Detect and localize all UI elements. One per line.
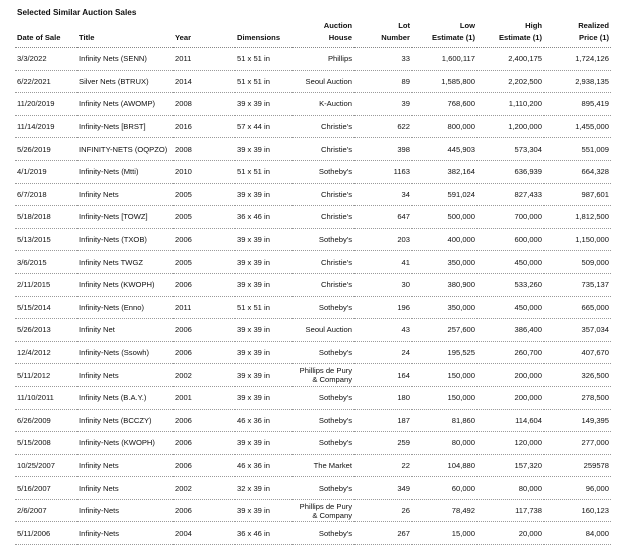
cell-realized-price: 326,500 xyxy=(544,364,611,387)
cell-lot-number: 196 xyxy=(354,296,412,319)
cell-date: 5/15/2014 xyxy=(15,296,77,319)
cell-title: Infinity Nets xyxy=(77,183,173,206)
cell-lot-number: 43 xyxy=(354,319,412,342)
cell-auction-house: Seoul Auction xyxy=(292,319,354,342)
cell-high-estimate: 120,000 xyxy=(477,432,544,455)
table-row xyxy=(15,115,611,138)
cell-auction-house: Phillips de Pury & Company xyxy=(292,364,354,387)
cell-dimensions: 39 x 39 in xyxy=(235,93,292,116)
cell-date: 5/11/2006 xyxy=(15,522,77,545)
cell-dimensions: 39 x 39 in xyxy=(235,432,292,455)
cell-high-estimate: 80,000 xyxy=(477,477,544,500)
cell-dimensions: 51 x 51 in xyxy=(235,160,292,183)
cell-year: 2010 xyxy=(173,160,235,183)
cell-dimensions: 39 x 39 in xyxy=(235,341,292,364)
cell-low-estimate: 800,000 xyxy=(412,115,477,138)
cell-title: Infinity-Nets [BRST] xyxy=(77,115,173,138)
page-title: Selected Similar Auction Sales xyxy=(17,8,137,17)
cell-high-estimate: 700,000 xyxy=(477,206,544,229)
cell-date: 11/20/2019 xyxy=(15,93,77,116)
cell-dimensions: 39 x 39 in xyxy=(235,386,292,409)
cell-dimensions: 46 x 36 in xyxy=(235,409,292,432)
cell-year: 2011 xyxy=(173,296,235,319)
cell-dimensions: 39 x 39 in xyxy=(235,228,292,251)
cell-year: 2008 xyxy=(173,138,235,161)
cell-auction-house: Christie's xyxy=(292,206,354,229)
cell-year: 2006 xyxy=(173,409,235,432)
cell-auction-house: Sotheby's xyxy=(292,432,354,455)
cell-lot-number: 259 xyxy=(354,432,412,455)
cell-date: 3/3/2022 xyxy=(15,48,77,71)
cell-low-estimate: 80,000 xyxy=(412,432,477,455)
cell-year: 2006 xyxy=(173,228,235,251)
column-header-dimensions: Dimensions xyxy=(235,18,292,48)
cell-lot-number: 24 xyxy=(354,341,412,364)
cell-low-estimate: 400,000 xyxy=(412,228,477,251)
cell-high-estimate: 200,000 xyxy=(477,364,544,387)
cell-high-estimate: 114,604 xyxy=(477,409,544,432)
cell-low-estimate: 1,600,117 xyxy=(412,48,477,71)
table-row xyxy=(15,273,611,296)
cell-lot-number: 349 xyxy=(354,477,412,500)
cell-year: 2002 xyxy=(173,364,235,387)
cell-high-estimate: 827,433 xyxy=(477,183,544,206)
column-header-auction-house: Auction House xyxy=(292,18,354,48)
cell-dimensions: 39 x 39 in xyxy=(235,183,292,206)
cell-lot-number: 1163 xyxy=(354,160,412,183)
table-row xyxy=(15,70,611,93)
cell-auction-house: Sotheby's xyxy=(292,296,354,319)
cell-year: 2006 xyxy=(173,499,235,522)
cell-date: 5/26/2019 xyxy=(15,138,77,161)
cell-title: Infinity-Nets (Mtti) xyxy=(77,160,173,183)
cell-title: Infinity-Nets xyxy=(77,499,173,522)
cell-high-estimate: 600,000 xyxy=(477,228,544,251)
cell-date: 6/26/2009 xyxy=(15,409,77,432)
cell-realized-price: 1,455,000 xyxy=(544,115,611,138)
cell-realized-price: 160,123 xyxy=(544,499,611,522)
table-row xyxy=(15,228,611,251)
cell-date: 5/11/2012 xyxy=(15,364,77,387)
table-row xyxy=(15,386,611,409)
cell-realized-price: 259578 xyxy=(544,454,611,477)
cell-title: Infinity-Nets (KWOPH) xyxy=(77,432,173,455)
cell-realized-price: 357,034 xyxy=(544,319,611,342)
cell-lot-number: 34 xyxy=(354,183,412,206)
cell-high-estimate: 117,738 xyxy=(477,499,544,522)
cell-year: 2004 xyxy=(173,522,235,545)
table-row xyxy=(15,319,611,342)
table-row xyxy=(15,522,611,545)
cell-realized-price: 551,009 xyxy=(544,138,611,161)
cell-high-estimate: 533,260 xyxy=(477,273,544,296)
cell-high-estimate: 450,000 xyxy=(477,296,544,319)
table-row xyxy=(15,364,611,387)
cell-date: 6/22/2021 xyxy=(15,70,77,93)
table-row xyxy=(15,454,611,477)
cell-realized-price: 665,000 xyxy=(544,296,611,319)
cell-low-estimate: 15,000 xyxy=(412,522,477,545)
cell-title: Infinity-Nets (Enno) xyxy=(77,296,173,319)
cell-title: Infinity Nets (BCCZY) xyxy=(77,409,173,432)
cell-date: 6/7/2018 xyxy=(15,183,77,206)
cell-low-estimate: 195,525 xyxy=(412,341,477,364)
cell-year: 2005 xyxy=(173,251,235,274)
table-row xyxy=(15,477,611,500)
cell-low-estimate: 78,492 xyxy=(412,499,477,522)
cell-year: 2011 xyxy=(173,48,235,71)
cell-title: Infinity Net xyxy=(77,319,173,342)
cell-lot-number: 26 xyxy=(354,499,412,522)
cell-high-estimate: 450,000 xyxy=(477,251,544,274)
cell-year: 2006 xyxy=(173,432,235,455)
cell-auction-house: Sotheby's xyxy=(292,341,354,364)
cell-realized-price: 84,000 xyxy=(544,522,611,545)
cell-date: 10/25/2007 xyxy=(15,454,77,477)
column-header-date: Date of Sale xyxy=(15,18,77,48)
cell-lot-number: 22 xyxy=(354,454,412,477)
table-row xyxy=(15,138,611,161)
cell-year: 2006 xyxy=(173,319,235,342)
table-row xyxy=(15,409,611,432)
cell-date: 2/11/2015 xyxy=(15,273,77,296)
cell-lot-number: 33 xyxy=(354,48,412,71)
cell-date: 3/6/2015 xyxy=(15,251,77,274)
cell-title: Infinity Nets xyxy=(77,454,173,477)
cell-dimensions: 39 x 39 in xyxy=(235,319,292,342)
table-row xyxy=(15,206,611,229)
cell-year: 2014 xyxy=(173,70,235,93)
cell-high-estimate: 573,304 xyxy=(477,138,544,161)
cell-low-estimate: 257,600 xyxy=(412,319,477,342)
cell-year: 2006 xyxy=(173,454,235,477)
cell-lot-number: 203 xyxy=(354,228,412,251)
cell-high-estimate: 200,000 xyxy=(477,386,544,409)
cell-auction-house: Sotheby's xyxy=(292,160,354,183)
cell-lot-number: 187 xyxy=(354,409,412,432)
cell-realized-price: 2,938,135 xyxy=(544,70,611,93)
cell-lot-number: 41 xyxy=(354,251,412,274)
table-row xyxy=(15,251,611,274)
cell-lot-number: 30 xyxy=(354,273,412,296)
cell-year: 2002 xyxy=(173,477,235,500)
cell-high-estimate: 20,000 xyxy=(477,522,544,545)
cell-auction-house: Sotheby's xyxy=(292,522,354,545)
cell-realized-price: 1,812,500 xyxy=(544,206,611,229)
cell-high-estimate: 260,700 xyxy=(477,341,544,364)
cell-year: 2008 xyxy=(173,93,235,116)
cell-low-estimate: 350,000 xyxy=(412,296,477,319)
cell-auction-house: Christie's xyxy=(292,273,354,296)
cell-date: 11/14/2019 xyxy=(15,115,77,138)
cell-title: Silver Nets (BTRUX) xyxy=(77,70,173,93)
cell-auction-house: Christie's xyxy=(292,138,354,161)
cell-high-estimate: 2,202,500 xyxy=(477,70,544,93)
cell-dimensions: 51 x 51 in xyxy=(235,48,292,71)
cell-dimensions: 39 x 39 in xyxy=(235,251,292,274)
cell-title: Infinity Nets (B.A.Y.) xyxy=(77,386,173,409)
cell-lot-number: 267 xyxy=(354,522,412,545)
cell-low-estimate: 591,024 xyxy=(412,183,477,206)
cell-year: 2001 xyxy=(173,386,235,409)
cell-year: 2006 xyxy=(173,273,235,296)
cell-low-estimate: 150,000 xyxy=(412,386,477,409)
cell-title: Infinity-Nets [TOWZ] xyxy=(77,206,173,229)
cell-title: Infinity-Nets (Ssowh) xyxy=(77,341,173,364)
cell-low-estimate: 500,000 xyxy=(412,206,477,229)
cell-realized-price: 895,419 xyxy=(544,93,611,116)
cell-title: Infinity Nets (KWOPH) xyxy=(77,273,173,296)
table-row xyxy=(15,160,611,183)
cell-date: 5/13/2015 xyxy=(15,228,77,251)
cell-title: Infinity Nets xyxy=(77,364,173,387)
cell-dimensions: 39 x 39 in xyxy=(235,499,292,522)
cell-title: Infinity Nets (AWOMP) xyxy=(77,93,173,116)
cell-date: 5/15/2008 xyxy=(15,432,77,455)
column-header-year: Year xyxy=(173,18,235,48)
cell-auction-house: Christie's xyxy=(292,115,354,138)
cell-high-estimate: 636,939 xyxy=(477,160,544,183)
cell-low-estimate: 60,000 xyxy=(412,477,477,500)
cell-dimensions: 36 x 46 in xyxy=(235,206,292,229)
cell-high-estimate: 386,400 xyxy=(477,319,544,342)
column-header-lot-number: Lot Number xyxy=(354,18,412,48)
cell-auction-house: K-Auction xyxy=(292,93,354,116)
cell-low-estimate: 768,600 xyxy=(412,93,477,116)
cell-realized-price: 96,000 xyxy=(544,477,611,500)
cell-low-estimate: 350,000 xyxy=(412,251,477,274)
cell-auction-house: Seoul Auction xyxy=(292,70,354,93)
cell-realized-price: 664,328 xyxy=(544,160,611,183)
cell-date: 5/26/2013 xyxy=(15,319,77,342)
table-row xyxy=(15,93,611,116)
cell-date: 5/16/2007 xyxy=(15,477,77,500)
cell-lot-number: 89 xyxy=(354,70,412,93)
cell-lot-number: 647 xyxy=(354,206,412,229)
table-header-row xyxy=(15,18,611,48)
cell-low-estimate: 380,900 xyxy=(412,273,477,296)
column-header-low-estimate: Low Estimate (1) xyxy=(412,18,477,48)
cell-high-estimate: 157,320 xyxy=(477,454,544,477)
cell-auction-house: Sotheby's xyxy=(292,477,354,500)
cell-auction-house: Sotheby's xyxy=(292,409,354,432)
cell-dimensions: 39 x 39 in xyxy=(235,364,292,387)
cell-dimensions: 51 x 51 in xyxy=(235,70,292,93)
cell-high-estimate: 2,400,175 xyxy=(477,48,544,71)
cell-title: Infinity Nets xyxy=(77,477,173,500)
cell-dimensions: 46 x 36 in xyxy=(235,454,292,477)
cell-dimensions: 39 x 39 in xyxy=(235,138,292,161)
cell-realized-price: 509,000 xyxy=(544,251,611,274)
cell-title: Infinity Nets (SENN) xyxy=(77,48,173,71)
cell-low-estimate: 81,860 xyxy=(412,409,477,432)
column-header-title: Title xyxy=(77,18,173,48)
cell-title: INFINITY-NETS (OQPZO) xyxy=(77,138,173,161)
table-row xyxy=(15,48,611,71)
cell-low-estimate: 150,000 xyxy=(412,364,477,387)
table-row xyxy=(15,499,611,522)
cell-year: 2006 xyxy=(173,341,235,364)
cell-dimensions: 39 x 39 in xyxy=(235,273,292,296)
cell-date: 2/6/2007 xyxy=(15,499,77,522)
cell-title: Infinity-Nets xyxy=(77,522,173,545)
cell-year: 2005 xyxy=(173,183,235,206)
cell-lot-number: 164 xyxy=(354,364,412,387)
cell-title: Infinity-Nets (TXOB) xyxy=(77,228,173,251)
auction-sales-table xyxy=(15,18,611,545)
cell-auction-house: The Market xyxy=(292,454,354,477)
cell-title: Infinity Nets TWGZ xyxy=(77,251,173,274)
cell-realized-price: 149,395 xyxy=(544,409,611,432)
cell-lot-number: 622 xyxy=(354,115,412,138)
cell-low-estimate: 1,585,800 xyxy=(412,70,477,93)
cell-lot-number: 398 xyxy=(354,138,412,161)
column-header-realized-price: Realized Price (1) xyxy=(544,18,611,48)
cell-realized-price: 987,601 xyxy=(544,183,611,206)
cell-auction-house: Phillips de Pury & Company xyxy=(292,499,354,522)
cell-low-estimate: 382,164 xyxy=(412,160,477,183)
cell-high-estimate: 1,110,200 xyxy=(477,93,544,116)
cell-realized-price: 735,137 xyxy=(544,273,611,296)
cell-auction-house: Sotheby's xyxy=(292,386,354,409)
table-row xyxy=(15,296,611,319)
table-row xyxy=(15,341,611,364)
cell-low-estimate: 104,880 xyxy=(412,454,477,477)
cell-low-estimate: 445,903 xyxy=(412,138,477,161)
cell-date: 4/1/2019 xyxy=(15,160,77,183)
cell-realized-price: 1,150,000 xyxy=(544,228,611,251)
table-row xyxy=(15,183,611,206)
cell-auction-house: Christie's xyxy=(292,251,354,274)
column-header-high-estimate: High Estimate (1) xyxy=(477,18,544,48)
cell-dimensions: 32 x 39 in xyxy=(235,477,292,500)
cell-realized-price: 407,670 xyxy=(544,341,611,364)
cell-date: 11/10/2011 xyxy=(15,386,77,409)
cell-realized-price: 277,000 xyxy=(544,432,611,455)
cell-dimensions: 57 x 44 in xyxy=(235,115,292,138)
cell-year: 2016 xyxy=(173,115,235,138)
cell-realized-price: 278,500 xyxy=(544,386,611,409)
cell-date: 5/18/2018 xyxy=(15,206,77,229)
cell-high-estimate: 1,200,000 xyxy=(477,115,544,138)
cell-auction-house: Christie's xyxy=(292,183,354,206)
cell-date: 12/4/2012 xyxy=(15,341,77,364)
cell-realized-price: 1,724,126 xyxy=(544,48,611,71)
cell-auction-house: Sotheby's xyxy=(292,228,354,251)
cell-dimensions: 51 x 51 in xyxy=(235,296,292,319)
table-row xyxy=(15,432,611,455)
cell-auction-house: Phillips xyxy=(292,48,354,71)
cell-lot-number: 39 xyxy=(354,93,412,116)
cell-year: 2005 xyxy=(173,206,235,229)
cell-dimensions: 36 x 46 in xyxy=(235,522,292,545)
cell-lot-number: 180 xyxy=(354,386,412,409)
